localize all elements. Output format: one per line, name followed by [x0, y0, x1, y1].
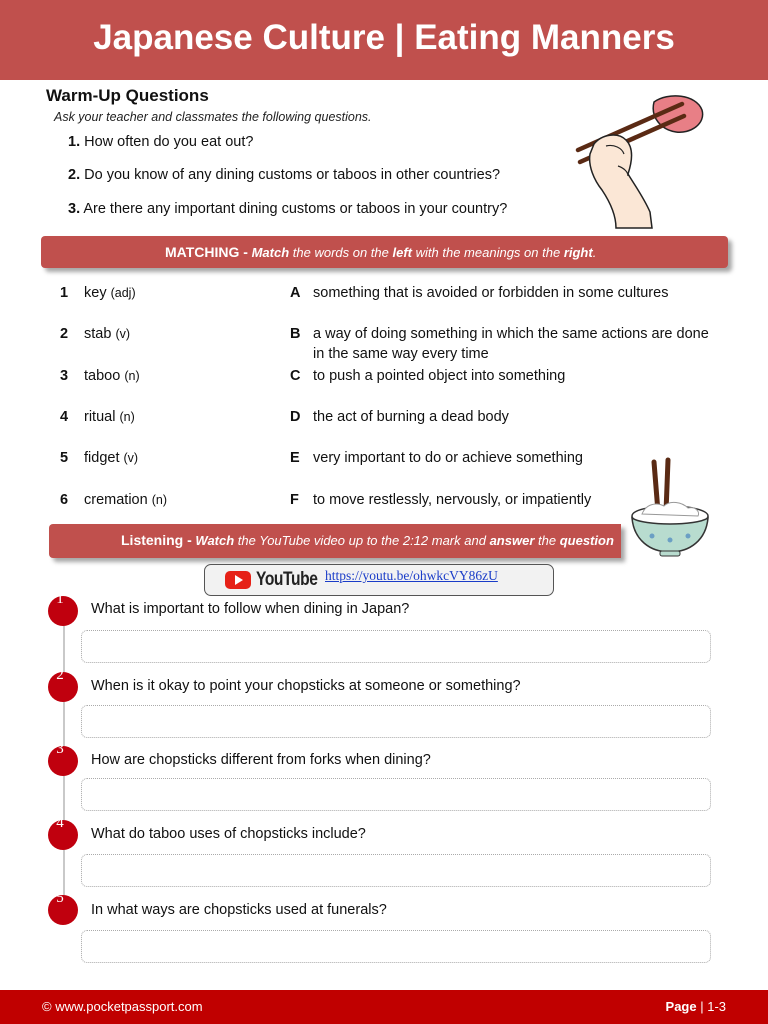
answer-field[interactable]	[81, 930, 711, 963]
word-text: taboo	[84, 368, 121, 384]
word-number: 4	[60, 409, 69, 425]
word-number: 2	[60, 326, 69, 342]
banner-text: with the meanings on the	[415, 245, 561, 260]
warmup-instruction: Ask your teacher and classmates the following questions.	[54, 110, 372, 124]
question-number-badge	[48, 667, 78, 702]
badge-number: 4	[56, 815, 64, 831]
question-text: How often do you eat out?	[84, 134, 254, 150]
banner-emphasis: Match	[251, 245, 290, 260]
banner-emphasis: answer	[489, 533, 535, 548]
listening-question: What do taboo uses of chopsticks include?	[91, 826, 366, 842]
definition-letter: B	[290, 326, 301, 342]
word-number: 3	[60, 368, 69, 384]
banner-text: .	[592, 245, 597, 260]
word-number: 5	[60, 450, 69, 466]
vocab-word	[84, 492, 167, 508]
vocab-word	[84, 450, 138, 466]
banner-emphasis: left	[392, 245, 413, 260]
listening-question: How are chopsticks different from forks when dining?	[91, 752, 431, 768]
youtube-link-box[interactable]	[204, 564, 554, 596]
rice-bowl-illustration	[626, 456, 714, 562]
banner-emphasis: question	[559, 533, 614, 548]
warmup-question	[68, 134, 253, 150]
banner-text: the words on the	[292, 245, 389, 260]
definition-letter: F	[290, 492, 299, 508]
warmup-title: Warm-Up Questions	[46, 86, 209, 105]
answer-field[interactable]	[81, 854, 711, 887]
video-link[interactable]: https://youtu.be/ohwkcVY86zU	[325, 568, 498, 583]
badge-number: 1	[56, 591, 64, 607]
question-text: Do you know of any dining customs or taboos in other countries?	[84, 167, 501, 183]
word-text: key	[84, 285, 107, 301]
word-text: stab	[84, 326, 112, 342]
part-of-speech: (v)	[123, 451, 139, 465]
definition-letter: A	[290, 285, 301, 301]
question-number: 1.	[68, 134, 81, 150]
part-of-speech: (n)	[119, 410, 135, 424]
banner-emphasis: right	[563, 245, 593, 260]
definition-text: to move restlessly, nervously, or impatiently	[313, 492, 592, 508]
page-label: Page	[665, 999, 697, 1014]
answer-field[interactable]	[81, 778, 711, 811]
word-number: 6	[60, 492, 69, 508]
part-of-speech: (v)	[115, 327, 131, 341]
badge-number: 5	[56, 890, 64, 906]
definition-text: the act of burning a dead body	[313, 409, 509, 425]
matching-banner-text	[165, 244, 596, 260]
youtube-play-icon	[225, 571, 251, 589]
definition-letter: E	[290, 450, 300, 466]
part-of-speech: (n)	[124, 369, 140, 383]
vocab-word	[84, 326, 130, 342]
question-number-badge	[48, 815, 78, 850]
footer-bar	[0, 990, 768, 1024]
page-number: | 1-3	[696, 999, 726, 1014]
question-number-badge	[48, 591, 78, 626]
matching-label: MATCHING -	[165, 244, 248, 260]
header-bar	[0, 0, 768, 80]
question-number: 2.	[68, 167, 81, 183]
badge-number: 3	[56, 741, 64, 757]
word-text: ritual	[84, 409, 116, 425]
definition-text: very important to do or achieve something	[313, 450, 583, 466]
question-number-badge	[48, 890, 78, 925]
answer-field[interactable]	[81, 630, 711, 663]
vocab-word	[84, 285, 136, 301]
listening-label: Listening -	[121, 532, 192, 548]
definition-text: to push a pointed object into something	[313, 368, 566, 384]
definition-text: something that is avoided or forbidden in some cultures	[313, 285, 669, 301]
banner-text: the	[538, 533, 557, 548]
word-text: fidget	[84, 450, 120, 466]
word-text: cremation	[84, 492, 148, 508]
definition-letter: D	[290, 409, 301, 425]
banner-emphasis: Watch	[195, 533, 235, 548]
badge-number: 2	[56, 667, 64, 683]
definition-text: a way of doing something in which the same actions are done in the same way every time	[313, 326, 709, 362]
listening-banner-text	[121, 532, 619, 548]
youtube-logo-text: YouTube	[256, 569, 318, 590]
question-number: 3.	[68, 201, 81, 217]
question-text: Are there any important dining customs or taboos in your country?	[83, 201, 508, 217]
banner-text: the YouTube video up to the 2:12 mark and	[237, 533, 486, 548]
matching-banner	[41, 236, 728, 268]
warmup-question	[68, 167, 500, 183]
definition-letter: C	[290, 368, 301, 384]
listening-question: What is important to follow when dining in Japan?	[91, 601, 410, 617]
part-of-speech: (n)	[151, 493, 167, 507]
question-number-badge	[48, 741, 78, 776]
listening-question: In what ways are chopsticks used at funerals?	[91, 902, 387, 918]
footer-website: © www.pocketpassport.com	[42, 999, 203, 1014]
answer-field[interactable]	[81, 705, 711, 738]
vocab-word	[84, 368, 140, 384]
footer-page	[666, 999, 726, 1014]
part-of-speech: (adj)	[110, 286, 136, 300]
warmup-question	[68, 201, 507, 217]
page-title: Japanese Culture | Eating Manners	[93, 18, 675, 57]
chopsticks-hand-illustration	[572, 88, 708, 230]
listening-banner	[49, 524, 621, 558]
listening-question: When is it okay to point your chopsticks at someone or something?	[91, 678, 521, 694]
word-number: 1	[60, 285, 69, 301]
vocab-word	[84, 409, 135, 425]
